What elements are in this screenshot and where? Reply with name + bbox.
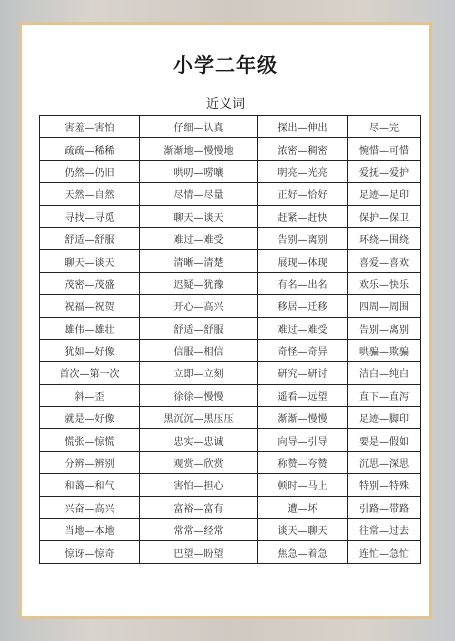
synonym-pair-cell: 兴奋—高兴 xyxy=(40,496,140,518)
synonym-pair-cell: 祝福—祝贺 xyxy=(40,295,140,317)
table-row xyxy=(40,183,421,205)
synonym-pair-cell: 舒适—舒服 xyxy=(140,317,258,339)
synonym-pair-cell: 茂密—茂盛 xyxy=(40,272,140,294)
page-title: 小学二年级 xyxy=(173,53,278,77)
synonym-pair-cell: 聊天—谈天 xyxy=(40,250,140,272)
synonym-pair-cell: 黑沉沉—黑压压 xyxy=(140,407,258,429)
table-row xyxy=(40,429,421,451)
synonym-pair-cell: 浓密—稠密 xyxy=(258,138,348,160)
synonym-pair-cell: 舒适—舒服 xyxy=(40,227,140,249)
synonym-pair-cell: 要是—假如 xyxy=(348,429,421,451)
table-row xyxy=(40,272,421,294)
synonym-pair-cell: 顿时—马上 xyxy=(258,474,348,496)
synonym-pair-cell: 往常—过去 xyxy=(348,519,421,541)
table-row xyxy=(40,295,421,317)
synonym-pair-cell: 观赏—欣赏 xyxy=(140,451,258,473)
synonym-pair-cell: 有名—出名 xyxy=(258,272,348,294)
table-row xyxy=(40,384,421,406)
worksheet-page xyxy=(19,22,432,619)
synonym-pair-cell: 保护—保卫 xyxy=(348,205,421,227)
synonym-pair-cell: 慌张—惊慌 xyxy=(40,429,140,451)
synonym-pair-cell: 迟疑—犹豫 xyxy=(140,272,258,294)
synonym-pair-cell: 巴望—盼望 xyxy=(140,541,258,563)
synonym-pair-cell: 足迹—足印 xyxy=(348,183,421,205)
table-row xyxy=(40,205,421,227)
synonym-pair-cell: 当地—本地 xyxy=(40,519,140,541)
synonym-pair-cell: 焦急—着急 xyxy=(258,541,348,563)
synonym-pair-cell: 立即—立刻 xyxy=(140,362,258,384)
synonym-pair-cell: 连忙—急忙 xyxy=(348,541,421,563)
synonym-pair-cell: 信服—相信 xyxy=(140,339,258,361)
synonym-pair-cell: 天然—自然 xyxy=(40,183,140,205)
synonym-pair-cell: 研究—研讨 xyxy=(258,362,348,384)
table-row xyxy=(40,362,421,384)
synonym-table xyxy=(39,115,421,564)
synonym-pair-cell: 引路—带路 xyxy=(348,496,421,518)
synonym-pair-cell: 奇怪—奇异 xyxy=(258,339,348,361)
synonym-pair-cell: 环绕—围绕 xyxy=(348,227,421,249)
synonym-pair-cell: 展现—体现 xyxy=(258,250,348,272)
synonym-pair-cell: 洁白—纯白 xyxy=(348,362,421,384)
synonym-pair-cell: 正好—恰好 xyxy=(258,183,348,205)
synonym-pair-cell: 渐渐—慢慢 xyxy=(258,407,348,429)
synonym-pair-cell: 特别—特殊 xyxy=(348,474,421,496)
synonym-pair-cell: 难过—难受 xyxy=(258,317,348,339)
synonym-pair-cell: 渐渐地—慢慢地 xyxy=(140,138,258,160)
synonym-pair-cell: 难过—难受 xyxy=(140,227,258,249)
synonym-pair-cell: 足迹—脚印 xyxy=(348,407,421,429)
synonym-pair-cell: 尽情—尽量 xyxy=(140,183,258,205)
synonym-pair-cell: 害羞—害怕 xyxy=(40,116,140,138)
synonym-pair-cell: 雄伟—雄壮 xyxy=(40,317,140,339)
synonym-pair-cell: 哄骗—欺骗 xyxy=(348,339,421,361)
synonym-pair-cell: 忠实—忠诚 xyxy=(140,429,258,451)
synonym-pair-cell: 惊讶—惊奇 xyxy=(40,541,140,563)
synonym-pair-cell: 直下—直泻 xyxy=(348,384,421,406)
synonym-pair-cell: 称赞—夸赞 xyxy=(258,451,348,473)
synonym-pair-cell: 惋惜—可惜 xyxy=(348,138,421,160)
synonym-pair-cell: 欢乐—快乐 xyxy=(348,272,421,294)
table-row xyxy=(40,227,421,249)
synonym-pair-cell: 徐徐—慢慢 xyxy=(140,384,258,406)
synonym-pair-cell: 斜—歪 xyxy=(40,384,140,406)
synonym-pair-cell: 聊天—谈天 xyxy=(140,205,258,227)
synonym-pair-cell: 向导—引导 xyxy=(258,429,348,451)
section-subtitle: 近义词 xyxy=(205,97,245,112)
table-row xyxy=(40,474,421,496)
synonym-pair-cell: 明亮—光亮 xyxy=(258,160,348,182)
synonym-pair-cell: 常常—经常 xyxy=(140,519,258,541)
synonym-pair-cell: 疏疏—稀稀 xyxy=(40,138,140,160)
synonym-pair-cell: 寻找—寻觅 xyxy=(40,205,140,227)
synonym-pair-cell: 四周—周围 xyxy=(348,295,421,317)
table-row xyxy=(40,160,421,182)
table-row xyxy=(40,317,421,339)
synonym-pair-cell: 分辨—辨别 xyxy=(40,451,140,473)
synonym-pair-cell: 探出—伸出 xyxy=(258,116,348,138)
synonym-pair-cell: 爱抚—爱护 xyxy=(348,160,421,182)
synonym-pair-cell: 告别—离别 xyxy=(348,317,421,339)
synonym-pair-cell: 谈天—聊天 xyxy=(258,519,348,541)
synonym-pair-cell: 赶紧—赶快 xyxy=(258,205,348,227)
table-row xyxy=(40,496,421,518)
table-row xyxy=(40,116,421,138)
synonym-pair-cell: 告别—离别 xyxy=(258,227,348,249)
table-row xyxy=(40,519,421,541)
synonym-pair-cell: 遥看—远望 xyxy=(258,384,348,406)
table-row xyxy=(40,407,421,429)
table-row xyxy=(40,138,421,160)
synonym-pair-cell: 开心—高兴 xyxy=(140,295,258,317)
table-row xyxy=(40,451,421,473)
synonym-pair-cell: 沉思—深思 xyxy=(348,451,421,473)
table-row xyxy=(40,339,421,361)
synonym-pair-cell: 就是—好像 xyxy=(40,407,140,429)
synonym-pair-cell: 清晰—清楚 xyxy=(140,250,258,272)
synonym-pair-cell: 首次—第一次 xyxy=(40,362,140,384)
synonym-pair-cell: 移居—迁移 xyxy=(258,295,348,317)
table-row xyxy=(40,250,421,272)
synonym-pair-cell: 喜爱—喜欢 xyxy=(348,250,421,272)
synonym-pair-cell: 仍然—仍旧 xyxy=(40,160,140,182)
synonym-pair-cell: 和蔼—和气 xyxy=(40,474,140,496)
synonym-pair-cell: 犹如—好像 xyxy=(40,339,140,361)
synonym-pair-cell: 遭—坏 xyxy=(258,496,348,518)
synonym-pair-cell: 仔细—认真 xyxy=(140,116,258,138)
synonym-pair-cell: 富裕—富有 xyxy=(140,496,258,518)
synonym-pair-cell: 害怕—担心 xyxy=(140,474,258,496)
synonym-pair-cell: 哄叨—唠嚷 xyxy=(140,160,258,182)
table-row xyxy=(40,541,421,563)
synonym-pair-cell: 尽—完 xyxy=(348,116,421,138)
